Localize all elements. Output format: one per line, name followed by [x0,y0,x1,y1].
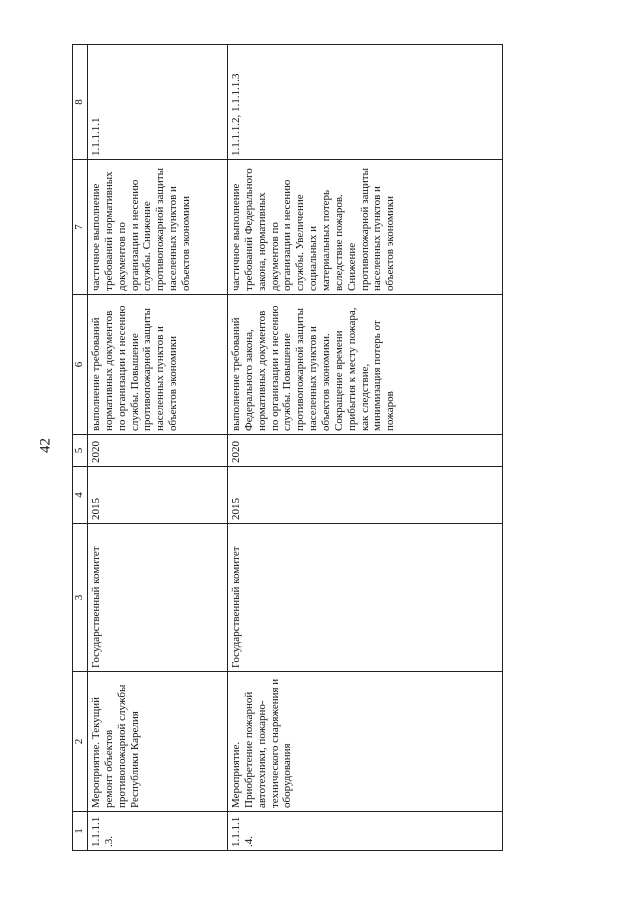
header-col-1: 1 [73,812,88,851]
row-start-year: 2015 [88,467,228,524]
row-event: Мероприятие. Текущий ремонт объектов противопожарной службы Республики Карелия [88,672,228,812]
table-row [88,45,228,851]
header-col-3: 3 [73,524,88,672]
row-consequence: частичное выполнение требований Федерального закона, нормативных документов по организации и несению службы. Увеличение социальных и материальных потерь вследствие пожаров. Снижение противопожарной защиты населенных пунктов и объектов экономики [228,160,503,295]
page-number: 42 [37,438,54,453]
row-id: 1.1.1.1.4. [228,812,503,851]
table-header-row [73,45,88,851]
row-executor: Государственный комитет [88,524,228,672]
row-event: Мероприятие. Приобретение пожарной автотехники, пожарно-технического снаряжения и оборудования [228,672,503,812]
row-expected-result: выполнение требований Федерального закона, нормативных документов по организации и несению службы. Повышение противопожарной защиты населенных пунктов и объектов экономики. Сокращение времени прибытия к месту пожара, как следствие, минимизация потерь от пожаров [228,295,503,435]
row-executor: Государственный комитет [228,524,503,672]
header-col-7: 7 [73,160,88,295]
row-link: 1.1.1.1.1 [88,45,228,160]
row-end-year: 2020 [228,435,503,467]
header-col-2: 2 [73,672,88,812]
header-col-4: 4 [73,467,88,524]
row-consequence: частичное выполнение требований нормативных документов по организации и несению службы. Снижение противопожарной защиты населенных пунктов и объектов экономики [88,160,228,295]
table-row [228,45,503,851]
row-end-year: 2020 [88,435,228,467]
header-col-5: 5 [73,435,88,467]
row-link: 1.1.1.1.2, 1.1.1.1.3 [228,45,503,160]
row-id: 1.1.1.1.3. [88,812,228,851]
row-expected-result: выполнение требований нормативных документов по организации и несению службы. Повышение противопожарной защиты населенных пунктов и объектов экономики [88,295,228,435]
program-table-rotated [72,45,503,851]
program-table [72,44,503,851]
header-col-6: 6 [73,295,88,435]
header-col-8: 8 [73,45,88,160]
row-start-year: 2015 [228,467,503,524]
